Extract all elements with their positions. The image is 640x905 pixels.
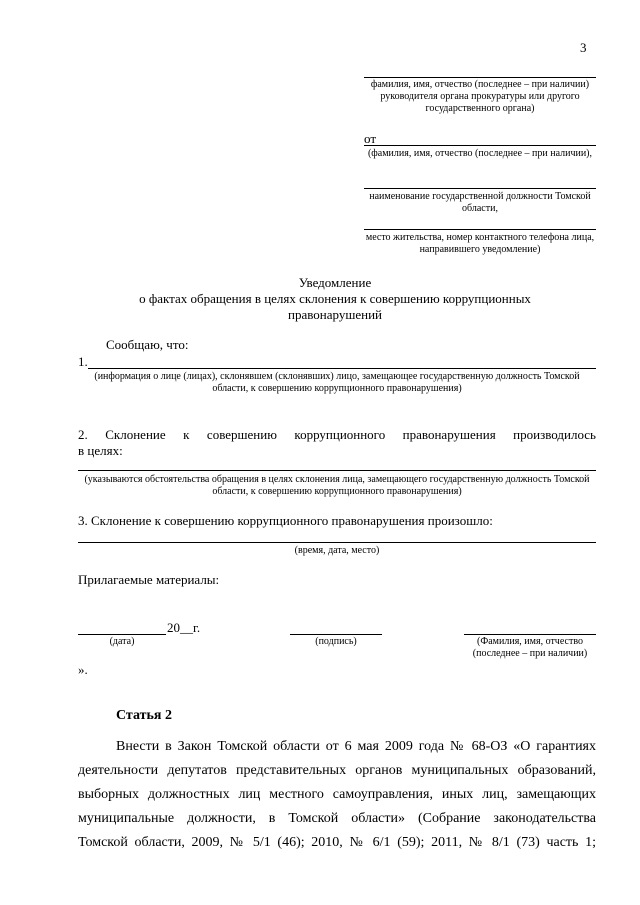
item2-line1: 2. Склонение к совершению коррупционного правонарушения производилось	[78, 427, 596, 442]
item3-text: 3. Склонение к совершению коррупционного правонарушения произошло:	[78, 513, 493, 528]
item3-line	[78, 542, 596, 543]
sign-line	[290, 634, 382, 635]
date-hint: (дата)	[109, 636, 135, 647]
from-label: от	[364, 131, 377, 146]
article-line1: Внести в Закон Томской области от 6 мая 2009 года № 68-ОЗ «О гарантиях	[116, 739, 596, 754]
article-line3: выборных должностных лиц местного самоуправления, иных лиц, замещающих	[78, 787, 596, 802]
name-hint: (Фамилия, имя, отчество (последнее – при наличии)	[472, 636, 588, 659]
date-line	[78, 634, 166, 635]
article-line2: деятельности депутатов представительных органов муниципальных образований,	[78, 763, 596, 778]
closing-quote: ».	[78, 662, 88, 677]
item1-number: 1.	[78, 354, 88, 369]
report-intro: Сообщаю, что:	[106, 337, 189, 352]
attachments-label: Прилагаемые материалы:	[78, 572, 220, 587]
year-field: 20__г.	[167, 620, 201, 635]
article-line4: муниципальные должности, в Томской области» (Собрание законодательства	[78, 811, 596, 826]
item1-line	[88, 368, 596, 369]
title-line2: о фактах обращения в целях склонения к совершению коррупционных	[139, 291, 531, 306]
title-line3: правонарушений	[288, 307, 382, 322]
sign-hint: (подпись)	[315, 636, 357, 647]
article-heading: Статья 2	[116, 708, 172, 723]
addressee-line	[364, 77, 596, 78]
item1-hint: (информация о лице (лицах), склонявшем (склонявших) лицо, замещающее государственную должность Томской области, к совершению коррупционного правонарушения)	[94, 371, 580, 394]
article-line5: Томской области, 2009, № 5/1 (46); 2010, № 6/1 (59); 2011, № 8/1 (73) часть 1;	[78, 835, 596, 850]
from-line	[364, 145, 596, 146]
sender-name-hint: (фамилия, имя, отчество (последнее – при наличии),	[367, 148, 593, 159]
position-line	[364, 188, 596, 189]
title-line1: Уведомление	[298, 275, 372, 290]
item2-line2: в целях:	[78, 443, 123, 458]
page-number: 3	[580, 40, 587, 55]
item2-line	[78, 470, 596, 471]
item2-hint: (указываются обстоятельства обращения в целях склонения лица, замещающего государственную должность Томской области, к совершению коррупционного правонарушения)	[84, 474, 590, 497]
residence-line	[364, 229, 596, 230]
name-line	[464, 634, 596, 635]
position-hint: наименование государственной должности Томской области,	[369, 191, 591, 214]
addressee-hint: фамилия, имя, отчество (последнее – при наличии) руководителя органа прокуратуры или другого государственного органа)	[370, 79, 590, 114]
item3-hint: (время, дата, место)	[294, 545, 380, 556]
residence-hint: место жительства, номер контактного телефона лица, направившего уведомление)	[365, 232, 595, 255]
